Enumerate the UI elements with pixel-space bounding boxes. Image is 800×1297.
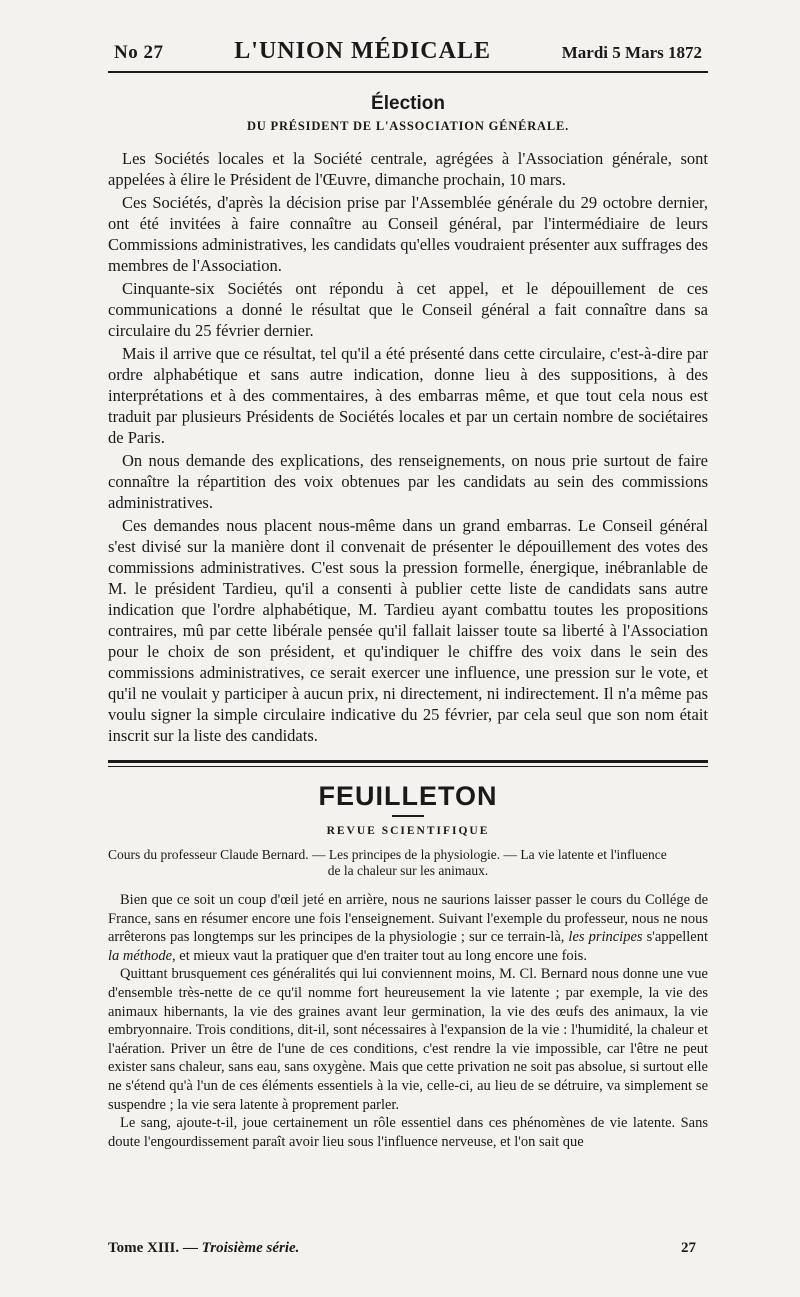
feuilleton-paragraph: Quittant brusquement ces généralités qui lui conviennent moins, M. Cl. Bernard nous donne une vue d'ensemble très-nette de ce qu'il nomme fort heureusement la vie latente ; par exemple, la vie des animaux hibernants, la vie des graines avant leur germination, la vie des œufs des animaux, la vie embryonnaire. Trois conditions, dit-il, sont nécessaires à l'expansion de la vie : l'humidité, la chaleur et l'aération. Priver un être de l'une de ces conditions, c'est rendre la vie impossible, car l'être ne peut exister sans chaleur, sans eau, sans oxygène. Mais que cette privation ne soit pas absolue, si surtout elle ne s'étend qu'à l'un de ces éléments essentiels à la vie, celle-ci, au lieu de se détruire, va simplement se suspendre ; la vie sera latente à proprement parler.	[108, 966, 708, 1113]
election-paragraph: Ces demandes nous placent nous-même dans un grand embarras. Le Conseil général s'est divisé sur la manière dont il convenait de présenter le dépouillement des votes des commissions administratives. C'est sous la pression formelle, énergique, inébranlable de M. le président Tardieu, qu'il a consenti à publier cette liste de candidats sans autre indication que l'ordre alphabétique, M. Tardieu ayant combattu toutes les propositions contraires, mû par cette libérale pensée qu'il fallait laisser toute sa liberté à l'Association pour le choix de son président, et qu'indiquer le chiffre des voix dans le sein des commissions administratives, ce serait exercer une influence, une pression sur le vote, et qu'il ne voulait y participer à aucun prix, ni directement, ni indirectement. Il n'a même pas voulu signer la simple circulaire indicative du 25 février, par cela seul que son nom était inscrit sur la liste des candidats.	[108, 516, 708, 745]
election-paragraph: Cinquante-six Sociétés ont répondu à cet appel, et le dépouillement de ces communications a donné le résultat que le Conseil général a fait connaître dans sa circulaire du 25 février dernier.	[108, 279, 708, 340]
section-divider	[108, 760, 708, 767]
feuilleton-article	[108, 891, 708, 1151]
page-number: 27	[681, 1240, 696, 1256]
issue-date: Mardi 5 Mars 1872	[561, 43, 702, 62]
text-run: s'appellent	[642, 929, 708, 946]
text-run: , et mieux vaut la pratiquer que d'en traiter tout au long encore une fois.	[172, 947, 587, 964]
election-paragraph: On nous demande des explications, des renseignements, on nous prie surtout de faire connaître la répartition des voix obtenues par les candidats au sein des commissions administratives.	[108, 451, 708, 512]
election-paragraph: Mais il arrive que ce résultat, tel qu'il a été présenté dans cette circulaire, c'est-à-dire par ordre alphabétique et sans autre indication, donne lieu à des suppositions, à des interprétations et à des commentaires, à des embarras même, et que tout cela nous est traduit par plusieurs Présidents de Sociétés locales et par un certain nombre de sociétaires de Paris.	[108, 344, 708, 447]
election-article	[108, 148, 708, 746]
page-header	[108, 38, 708, 73]
feuilleton-paragraph: Le sang, ajoute-t-il, joue certainement un rôle essentiel dans ces phénomènes de vie latente. Sans doute l'engourdissement paraît avoir lieu sous l'influence nerveuse, et l'on sait que	[108, 1115, 708, 1150]
course-line-1: Cours du professeur Claude Bernard. — Les principes de la physiologie. — La vie latente et l'influence	[108, 847, 667, 862]
tome-text: Tome XIII. —	[108, 1240, 202, 1256]
title-dash	[392, 815, 424, 817]
feuilleton-title: FEUILLETON	[318, 781, 498, 811]
election-title: Élection	[371, 93, 445, 114]
revue-heading: REVUE SCIENTIFIQUE	[326, 825, 490, 837]
election-subtitle: DU PRÉSIDENT DE L'ASSOCIATION GÉNÉRALE.	[246, 119, 570, 133]
italic-term: la méthode	[108, 947, 173, 964]
serie-text: Troisième série.	[201, 1240, 300, 1256]
page-footer	[108, 1240, 708, 1257]
feuilleton-paragraph	[108, 891, 708, 965]
course-heading	[108, 847, 708, 879]
course-line-2: de la chaleur sur les animaux.	[327, 863, 489, 878]
text-run: Bien que ce soit un coup d'œil jeté en arrière, nous ne saurions laisser passer le cours du Collége de France, sans en résumer encore une fois l'enseignement. Suivant l'exemple du professeur, nous ne nous arrêterons pas longtemps sur les principes de la physiologie ; sur ce terrain-là,	[108, 892, 708, 946]
election-paragraph: Ces Sociétés, d'après la décision prise par l'Assemblée générale du 29 octobre dernier, ont été invitées à faire connaître au Conseil général, par l'intermédiaire de leurs Commissions administratives, les candidats qu'elles voudraient présenter aux suffrages des membres de l'Association.	[108, 193, 708, 275]
journal-title: L'UNION MÉDICALE	[234, 38, 491, 64]
issue-number: No 27	[114, 42, 164, 63]
italic-term: les principes	[568, 929, 643, 946]
tome-label	[108, 1240, 299, 1257]
election-paragraph: Les Sociétés locales et la Société centrale, agrégées à l'Association générale, sont appelées à élire le Président de l'Œuvre, dimanche prochain, 10 mars.	[108, 149, 708, 189]
